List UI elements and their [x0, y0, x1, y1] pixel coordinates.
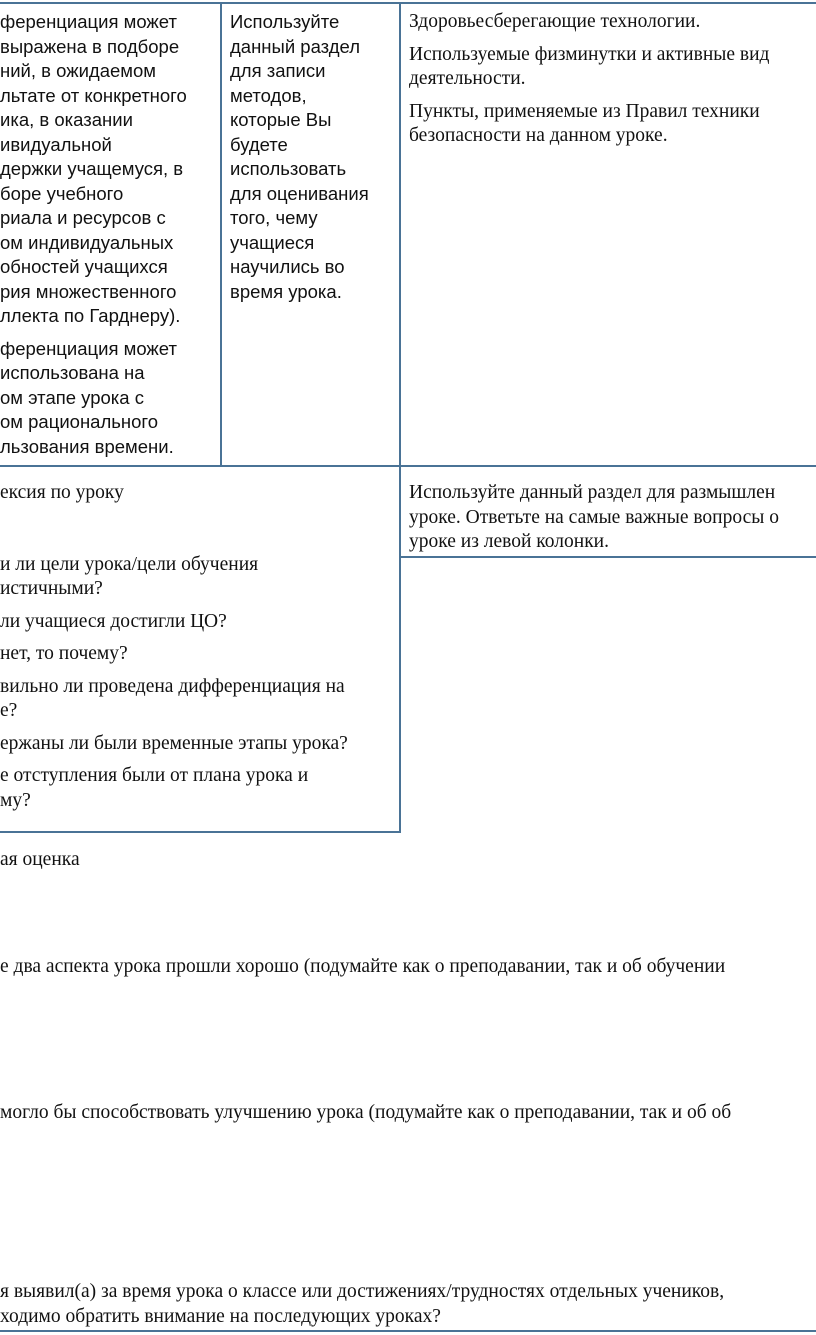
text-line: нет, то почему?: [0, 643, 128, 664]
assessment-cell: [230, 10, 396, 304]
text-line: держки учащемуся, в: [0, 158, 184, 179]
text-line: ом рационального: [0, 411, 159, 432]
health-tech-heading: Здоровьесберегающие технологии.: [409, 11, 701, 32]
text-line: е отступления были от плана урока и: [0, 765, 309, 786]
text-line: ом этапе урока с: [0, 386, 144, 408]
reflection-question-4: [0, 675, 398, 724]
overall-item-2: могло бы способствовать улучшению урока (подумайте как о преподавании, так и об об: [0, 1102, 732, 1123]
text-line: учащиеся: [230, 231, 315, 253]
text-line: время урока.: [230, 280, 342, 302]
physical-activity-paragraph: [409, 43, 816, 92]
text-line: методов,: [230, 84, 307, 106]
text-line: ходимо обратить внимание на последующих уроках?: [0, 1305, 441, 1327]
differentiation-cell: [0, 10, 216, 459]
text-line: научились во: [230, 256, 345, 277]
text-line: и ли цели урока/цели обучения: [0, 553, 259, 575]
text-line: ли учащиеся достигли ЦО?: [0, 610, 227, 632]
text-line: я выявил(а) за время урока о классе или достижениях/трудностях отдельных учеников,: [0, 1281, 725, 1302]
reflection-heading: ексия по уроку: [0, 482, 124, 503]
text-line: которые Вы: [230, 109, 332, 130]
differentiation-time-paragraph: [0, 337, 216, 460]
text-line: риала и ресурсов с: [0, 207, 166, 228]
reflection-right-divider: [399, 556, 816, 558]
text-line: льзования времени.: [0, 435, 174, 457]
table-divider-col2: [220, 2, 222, 467]
health-safety-cell: [409, 10, 816, 149]
overall-item-1: е два аспекта урока прошли хорошо (подумайте как о преподавании, так и об обучении: [0, 956, 726, 977]
reflection-cell: [0, 481, 398, 813]
reflection-question-5: [0, 732, 398, 757]
text-line: ом индивидуальных: [0, 231, 174, 253]
text-line: ференциация может: [0, 337, 177, 359]
text-line: данный раздел: [230, 35, 360, 57]
differentiation-paragraph: [0, 10, 216, 329]
text-line: ика, в оказании: [0, 109, 133, 130]
text-line: ференциация может: [0, 11, 177, 32]
table-divider-col3: [399, 2, 401, 833]
text-line: боре учебного: [0, 182, 124, 204]
reflection-question-3: [0, 642, 398, 667]
text-line: безопасности на данном уроке.: [409, 125, 668, 146]
text-line: выражена в подборе: [0, 35, 180, 57]
table-row-divider: [0, 465, 816, 467]
reflection-question-2: [0, 610, 398, 635]
text-line: для оценивания: [230, 182, 369, 204]
text-line: Используйте данный раздел для размышлен: [409, 482, 776, 503]
text-line: использована на: [0, 362, 145, 383]
text-line: ллекта по Гарднеру).: [0, 305, 181, 326]
reflection-note-cell: [409, 481, 816, 555]
text-line: ержаны ли были временные этапы урока?: [0, 732, 348, 754]
table-border-top: [0, 2, 816, 4]
text-line: льтате от конкретного: [0, 84, 187, 106]
text-line: вильно ли проведена дифференциация на: [0, 675, 345, 697]
text-line: для записи: [230, 60, 326, 81]
text-line: Используйте: [230, 11, 340, 32]
text-line: обностей учащихся: [0, 256, 168, 277]
text-line: ний, в ожидаемом: [0, 60, 157, 81]
text-line: уроке из левой колонки.: [409, 531, 609, 552]
reflection-question-6: [0, 764, 398, 813]
reflection-question-1: [0, 553, 398, 602]
overall-item-3: [0, 1280, 724, 1329]
text-line: му?: [0, 789, 31, 811]
text-line: Используемые физминутки и активные вид: [409, 43, 770, 65]
page-bottom-rule: [0, 1330, 816, 1332]
text-line: будете: [230, 133, 288, 155]
text-line: рия множественного: [0, 280, 177, 302]
text-line: ивидуальной: [0, 133, 112, 155]
text-line: истичными?: [0, 578, 103, 599]
table-border-bottom: [0, 831, 401, 833]
overall-assessment-heading: ая оценка: [0, 849, 80, 870]
text-line: Пункты, применяемые из Правил техники: [409, 100, 760, 122]
safety-rules-paragraph: [409, 100, 816, 149]
text-line: использовать: [230, 158, 347, 179]
text-line: уроке. Ответьте на самые важные вопросы о: [409, 506, 779, 528]
text-line: е?: [0, 700, 18, 721]
text-line: того, чему: [230, 207, 318, 228]
text-line: деятельности.: [409, 68, 526, 89]
